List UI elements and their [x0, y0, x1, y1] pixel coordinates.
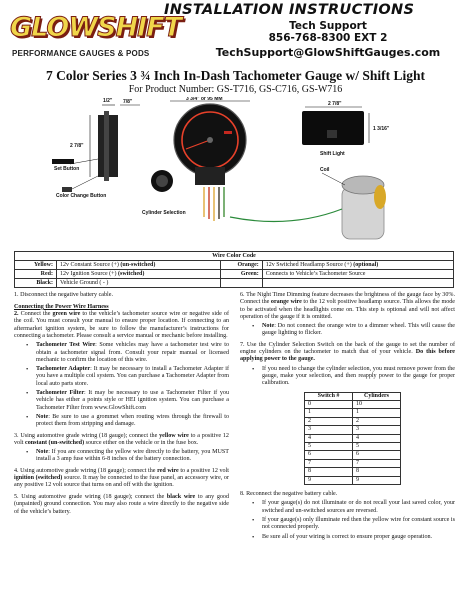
wire-label-empty	[220, 279, 262, 288]
table-row	[305, 400, 401, 408]
color-button-label: Color Change Button	[56, 193, 107, 199]
table-cell: 8	[305, 468, 353, 476]
list-item: • If your gauge(s) only illuminate red then the yellow wire for constant source is not connected properly.	[240, 517, 455, 532]
wire-table-row	[15, 261, 454, 270]
logo-tagline: PERFORMANCE GAUGES & PODS	[12, 49, 150, 58]
list-item: • Be sure all of your wiring is correct to ensure proper gauge operation.	[240, 534, 455, 541]
dim-face-label: 7/8"	[123, 99, 133, 105]
table-row	[305, 417, 401, 425]
table-cell: 3	[353, 426, 401, 434]
list-item: • If your gauge(s) do not illuminate or do not recall your last saved color, your switched and un-switched sources are reversed.	[240, 500, 455, 515]
list-item: • If you need to change the cylinder selection, you must remove power from the gauge, make your selection, and then reapply power to the gauge for proper calibration.	[240, 366, 455, 388]
step-4: 4. Using automotive grade wiring (18 gauge); connect the red wire to a positive 12 volt ignition (switched) source. It may be connected to the fuse panel, an accessory wire, or any positive 12 volt source that turns on and off with the ignition.	[14, 467, 229, 489]
wire-label-orange: Orange:	[220, 261, 262, 270]
document-header	[0, 0, 471, 70]
step-1: 1. Disconnect the negative battery cable.	[14, 292, 113, 298]
shift-height-label: 1 3/16"	[373, 126, 390, 132]
instructions-right-column	[240, 292, 455, 545]
table-row	[305, 468, 401, 476]
step-6: 6. The Night Time Dimming feature decreases the brightness of the gauge face by 30%. Connect the orange wire to the 12 volt positive headlamp source. This allows the mode to be activated when the headlights come on. This step is optional and will not affect operation of the gauge if it is omitted.	[240, 292, 456, 320]
table-cell: 10	[353, 400, 401, 408]
shift-light	[302, 107, 369, 145]
table-cell: 3	[305, 426, 353, 434]
wire-table-heading: Wire Color Code	[15, 252, 454, 261]
table-cell: 6	[305, 451, 353, 459]
wire-label-black: Black:	[15, 279, 57, 288]
glowshift-logo	[10, 12, 182, 62]
table-cell: 8	[353, 468, 401, 476]
table-cell: 6	[353, 451, 401, 459]
tech-support-label: Tech Support	[289, 20, 367, 32]
list-item: • Note: Do not connect the orange wire to a dimmer wheel. This will cause the gauge lighting to flicker.	[240, 323, 455, 338]
gauge-face	[170, 101, 250, 176]
wire-table-row	[15, 279, 454, 288]
table-cell: 4	[353, 434, 401, 442]
table-row	[305, 459, 401, 467]
dim-side-label: 2 7/8"	[70, 143, 84, 149]
table-row	[305, 426, 401, 434]
tech-support-phone: 856-768-8300 EXT 2	[268, 32, 388, 44]
step-7-bullets	[240, 366, 455, 388]
table-cell: 2	[305, 417, 353, 425]
step-3-bullets	[14, 449, 229, 464]
wire-desc-orange: 12v Switched Headlamp Source (+) (optional)	[262, 261, 453, 270]
table-cell: 9	[305, 476, 353, 484]
table-cell: 9	[353, 476, 401, 484]
installation-title: INSTALLATION INSTRUCTIONS	[164, 2, 415, 18]
dim-top-label: 1/2"	[103, 98, 113, 104]
logo-wordmark: GLOWSHIFT	[10, 12, 182, 43]
wire-label-red: Red:	[15, 270, 57, 279]
wire-desc-empty	[262, 279, 453, 288]
list-item: • Tachometer Filter: It may be necessary to use a Tachometer Filter if you vehicle has either a points style or HEI ignition system. You can purchase a Tachometer Filter from www.GlowShift.com	[14, 390, 229, 412]
table-cell: 4	[305, 434, 353, 442]
wire-desc-yellow: 12v Constant Source (+) (un-switched)	[57, 261, 221, 270]
step-5: 5. Using automotive grade wiring (18 gauge); connect the black wire to any good (unpainted) ground connection. You may also route a wire directly to the negative side of the vehicle’s battery.	[14, 494, 230, 515]
table-row	[305, 443, 401, 451]
wire-desc-green: Connects to Vehicle’s Tachometer Source	[262, 270, 453, 279]
step-8-bullets	[240, 500, 455, 540]
tech-support-email: TechSupport@GlowShiftGauges.com	[215, 46, 441, 59]
step-2-bullets	[14, 342, 229, 428]
wire-desc-red: 12v Ignition Source (+) (switched)	[57, 270, 221, 279]
step-6-bullets	[240, 323, 455, 338]
list-item: • Note: If you are connecting the yellow wire directly to the battery, you MUST install a 3 amp fuse within 6-8 inches of the battery connection.	[14, 449, 229, 464]
step-8: 8. Reconnect the negative battery cable.	[240, 491, 338, 498]
table-row	[305, 451, 401, 459]
product-numbers: For Product Number: GS-T716, GS-C716, GS-W716	[128, 84, 343, 95]
wire-label-yellow: Yellow:	[15, 261, 57, 270]
step-7: 7. Use the Cylinder Selection Switch on the back of the gauge to set the number of engine cylinders on the tachometer to match that of your vehicle. Do this before applying power to the gauge.	[240, 341, 455, 363]
cylinder-table-header	[305, 392, 401, 400]
dim-width-label: 3 3/4" or 95 MM	[186, 97, 223, 102]
cylinder-selection-label: Cylinder Selection	[142, 210, 186, 216]
step-2: Connecting the Power Wire Harness 2. Connect the green wire to the vehicle’s tachometer source wire or negative side of the coil. You must consult your manual to ensure proper location. If connecting to an aftermarket ignition system, be sure to follow the manufacturer’s instructions for connecting a tachometer. Please consult a service manual or mechanic before installing.	[14, 303, 229, 339]
list-item: • Tachometer Adapter: It may be necessary to install a Tachometer Adapter if you have a multiple coil system. You can purchase a Tachometer Adapter from local auto parts store.	[14, 366, 229, 388]
table-cell: 7	[305, 459, 353, 467]
table-cell: 5	[353, 443, 401, 451]
instructions-left-column	[14, 292, 229, 521]
cyl-col-cylinders: Cylinders	[353, 392, 401, 400]
list-item: • Tachometer Test Wire: Some vehicles may have a tachometer test wire to obtain a tachometer signal from. Consult your repair manual or licensed mechanic to confirm the location of this wire.	[14, 342, 229, 364]
shift-light-label: Shift Light	[320, 151, 345, 157]
table-cell: 1	[353, 409, 401, 417]
table-row	[305, 476, 401, 484]
table-cell: 5	[305, 443, 353, 451]
wire-desc-black: Vehicle Ground ( - )	[57, 279, 221, 288]
table-row	[305, 434, 401, 442]
wire-color-table	[14, 251, 454, 288]
gauge-side-profile	[52, 105, 140, 192]
set-button-label: Set Button	[54, 166, 80, 172]
ignition-coil	[230, 173, 386, 239]
cylinder-table	[304, 392, 401, 485]
list-item: • Note: Be sure to use a grommet when routing wires through the firewall to protect them from stripping and damage.	[14, 414, 229, 429]
coil-label: Coil	[320, 167, 330, 173]
table-cell: 2	[353, 417, 401, 425]
wire-table-header-row	[15, 252, 454, 261]
step-3: 3. Using automotive grade wiring (18 gauge); connect the yellow wire to a positive 12 volt constant (un-switched) source either on the vehicle or in the fuse box.	[14, 432, 229, 446]
wire-table-row	[15, 270, 454, 279]
table-row	[305, 409, 401, 417]
cyl-col-switch: Switch #	[305, 392, 353, 400]
section-heading-connect: Connecting the Power Wire Harness	[14, 303, 109, 310]
shift-width-label: 2 7/8"	[328, 101, 342, 107]
wire-label-green: Green:	[220, 270, 262, 279]
product-title: 7 Color Series 3 ¾ Inch In-Dash Tachometer Gauge w/ Shift Light	[45, 68, 426, 83]
table-cell: 1	[305, 409, 353, 417]
table-cell: 0	[305, 400, 353, 408]
installation-diagram	[0, 97, 471, 247]
table-cell: 7	[353, 459, 401, 467]
